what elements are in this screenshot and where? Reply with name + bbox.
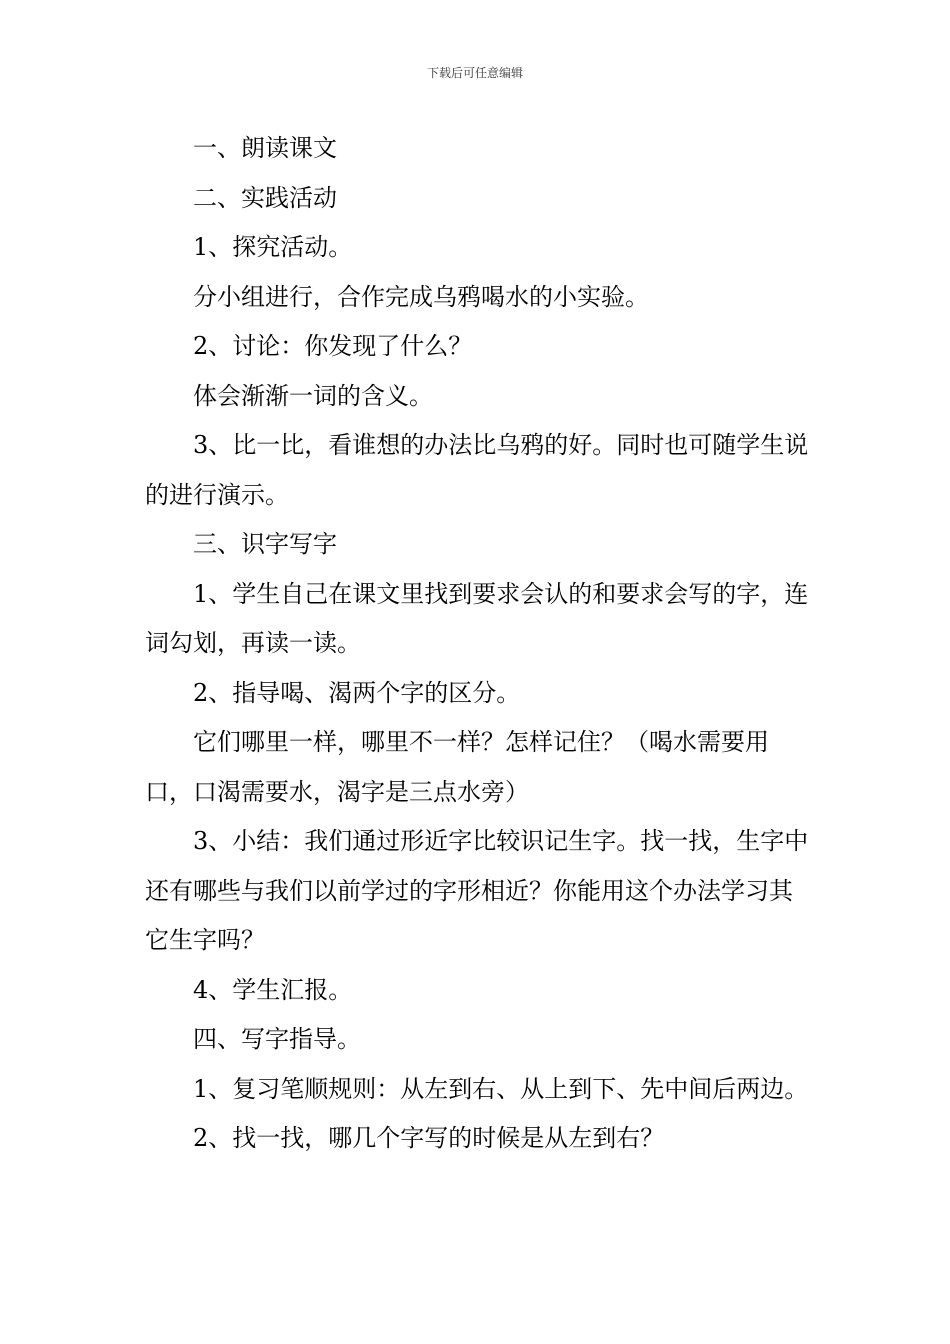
- paragraph: 3、比一比，看谁想的办法比乌鸦的好。同时也可随学生说的进行演示。: [145, 431, 809, 509]
- paragraph: 2、指导喝、渴两个字的区分。: [193, 678, 521, 707]
- paragraph: 它们哪里一样，哪里不一样？怎样记住？（喝水需要用口，口渴需要水，渴字是三点水旁）: [145, 728, 769, 806]
- section-heading-reading: 一、朗读课文: [193, 134, 337, 162]
- paragraph: 1、学生自己在课文里找到要求会认的和要求会写的字，连词勾划，再读一读。: [145, 579, 809, 657]
- section-heading-practice: 二、实践活动: [193, 183, 337, 212]
- paragraph: 4、学生汇报。: [193, 975, 353, 1004]
- paragraph: 3、小结：我们通过形近字比较识记生字。找一找，生字中还有哪些与我们以前学过的字形相近？你能用这个办法学习其它生字吗？: [145, 827, 809, 954]
- paragraph: 分小组进行，合作完成乌鸦喝水的小实验。: [193, 282, 649, 311]
- paragraph: 1、探究活动。: [193, 233, 353, 261]
- section-heading-writing: 四、写字指导。: [193, 1025, 361, 1053]
- document-body: [145, 124, 810, 1164]
- page-header: 下载后可任意编辑: [426, 66, 523, 80]
- paragraph: 2、讨论：你发现了什么？: [193, 332, 473, 360]
- section-heading-characters: 三、识字写字: [193, 530, 337, 558]
- paragraph: 1、复习笔顺规则：从左到右、从上到下、先中间后两边。: [193, 1074, 809, 1103]
- paragraph: 体会渐渐一词的含义。: [193, 381, 433, 410]
- paragraph: 2、找一找，哪几个字写的时候是从左到右？: [193, 1124, 665, 1152]
